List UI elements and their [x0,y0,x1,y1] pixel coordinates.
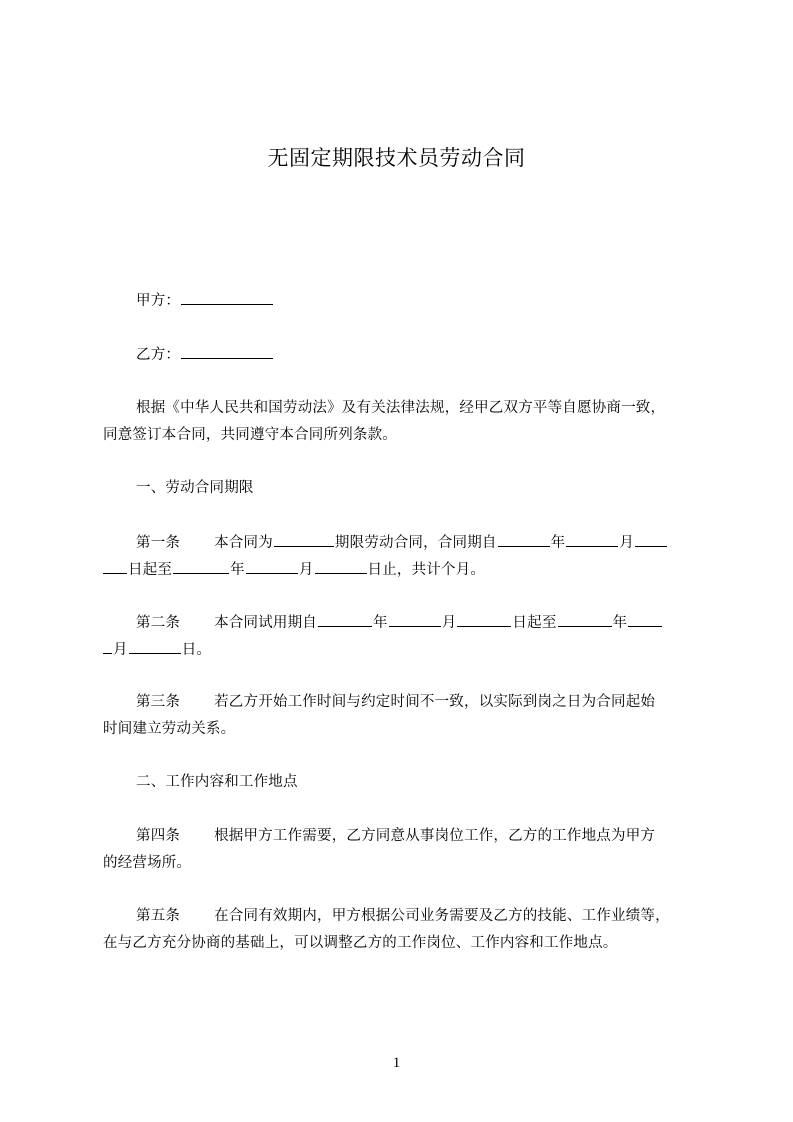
blank [389,612,441,627]
article-2-text: 本合同试用期自 [214,615,318,631]
party-a-line [136,290,274,311]
article-2-text: 日。 [181,642,212,658]
blank [498,532,550,547]
article-3-line-2: 时间建立劳动关系。 [103,721,236,737]
article-2-line-2 [103,639,211,660]
blank [635,532,667,547]
article-2-line-1 [136,612,663,633]
article-4-line-2: 的经营场所。 [103,855,192,871]
article-2-label: 第二条 [136,615,181,631]
section-2-heading: 二、工作内容和工作地点 [136,774,298,790]
blank [318,612,372,627]
article-4-text: 根据甲方工作需要，乙方同意从事岗位工作，乙方的工作地点为甲方 [214,828,656,844]
party-b-label: 乙方： [136,347,181,363]
blank [246,559,298,574]
blank [566,532,618,547]
document-title: 无固定期限技术员劳动合同 [267,146,526,170]
article-1-line-2 [103,559,485,580]
article-4-line-1 [136,826,655,846]
article-2-text: 月 [113,642,128,658]
blank [129,639,181,654]
article-3-text: 若乙方开始工作时间与约定时间不一致，以实际到岗之日为合同起始 [214,694,656,710]
article-1-text: 期限劳动合同，合同期自 [334,535,497,551]
section-1-heading: 一、劳动合同期限 [136,480,254,496]
article-1-line-1 [136,532,668,553]
article-1-text: 月 [619,535,635,551]
article-5-label: 第五条 [136,908,181,924]
preamble-line-1: 根据《中华人民共和国劳动法》及有关法律法规，经甲乙双方平等自愿协商一致， [136,400,666,416]
article-1-text: 日起至 [128,562,173,578]
blank [274,532,334,547]
blank [457,612,511,627]
blank [558,612,612,627]
article-2-text: 日起至 [512,615,557,631]
article-2-text: 年 [612,615,628,631]
party-a-label: 甲方： [136,293,181,309]
article-1-text: 本合同为 [214,535,273,551]
party-a-blank [181,290,273,305]
article-1-text: 年 [550,535,566,551]
blank [628,612,662,627]
blank [315,559,367,574]
article-4-label: 第四条 [136,828,181,844]
article-1-text: 日止，共计个月。 [367,562,486,578]
party-b-blank [181,344,273,359]
article-2-text: 年 [373,615,388,631]
preamble-line-2: 同意签订本合同，共同遵守本合同所列条款。 [103,427,397,443]
article-1-text: 年 [230,562,245,578]
page-number: 1 [392,1055,401,1071]
article-3-label: 第三条 [136,694,181,710]
article-1-text: 月 [298,562,314,578]
article-5-text: 在合同有效期内，甲方根据公司业务需要及乙方的技能、工作业绩等， [214,908,670,924]
article-2-text: 月 [441,615,457,631]
blank [173,559,229,574]
article-1-label: 第一条 [136,535,181,551]
party-b-line [136,344,274,365]
article-3-line-1 [136,692,655,712]
blank [103,639,112,654]
article-5-line-1 [136,906,670,926]
article-5-line-2: 在与乙方充分协商的基础上，可以调整乙方的工作岗位、工作内容和工作地点。 [103,935,618,951]
blank [103,559,127,574]
